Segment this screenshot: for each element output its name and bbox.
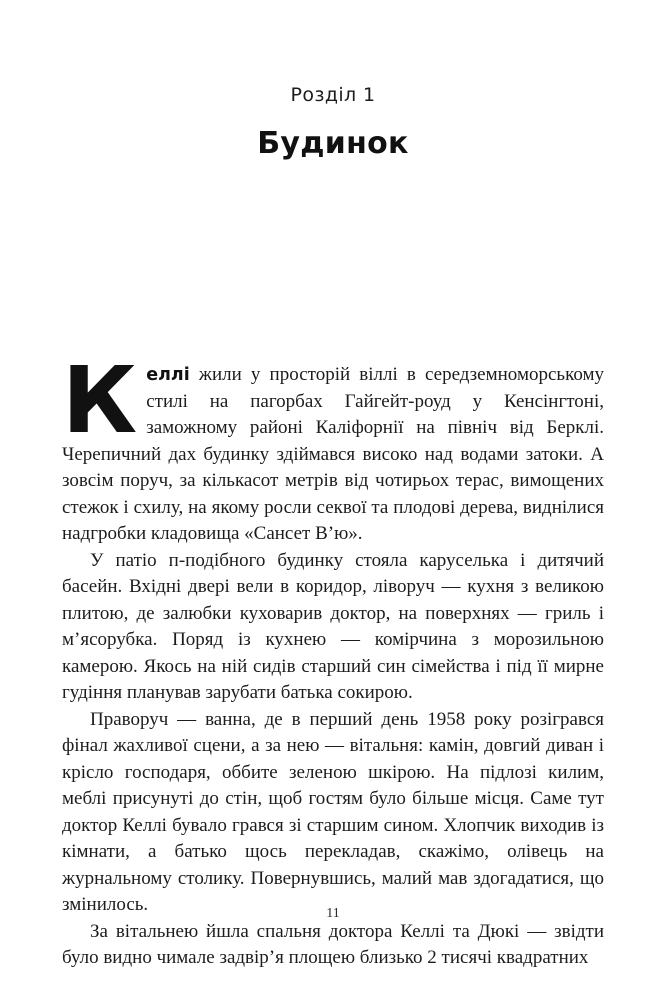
lead-word-bold: еллі xyxy=(146,365,190,385)
paragraph: У патіо п-подібного будинку стояла каруселька і дитячий басейн. Вхідні двері вели в коридор, ліворуч — кухня з великою плитою, де залюбки куховарив доктор, на поверхнях — гриль і м’ясорубка. Поряд із кухнею — комірчина з морозильною камерою. Якось на ній сидів старший син сімейства і під її мирне гудіння планував зарубати батька сокирою. xyxy=(62,549,604,703)
chapter-title: Будинок xyxy=(257,126,409,161)
drop-cap: К xyxy=(62,347,138,454)
chapter-label: Розділ 1 xyxy=(290,84,376,106)
paragraph: Праворуч — ванна, де в перший день 1958 року розігрався фінал жахливої сцени, а за нею — вітальня: камін, довгий диван і крісло господаря, оббите зеленою шкірою. На підлозі килим, меблі присунуті до стін, щоб гостям було більше місця. Саме тут доктор Келлі бувало грався зі старшим сином. Хлопчик виходив із кімнати, а батько щось перекладав, скажімо, олівець на журнальному столику. Повернувшись, малий мав здогадатися, що змінилось. xyxy=(62,708,604,915)
paragraph: За вітальнею йшла спальня доктора Келлі та Дюкі — звідти було видно чимале задвір’я площею близько 2 тисячі квадратних xyxy=(62,920,604,968)
paragraph-first xyxy=(62,347,604,548)
body-text xyxy=(62,347,604,972)
paragraph-first-text: жили у просторій віллі в середземноморському стилі на пагорбах Гайгейт-роуд у Кенсінгтоні, заможному районі Каліфорнії на північ від Берклі. Черепичний дах будинку здіймався високо над водами затоки. А зовсім поруч, за кількасот метрів від чотирьох терас, вимощених стежок і схилу, на якому росли секвої та плодові дерева, виднілися надгробки кладовища «Сансет В’ю». xyxy=(62,364,604,544)
page-number: 11 xyxy=(326,906,340,921)
